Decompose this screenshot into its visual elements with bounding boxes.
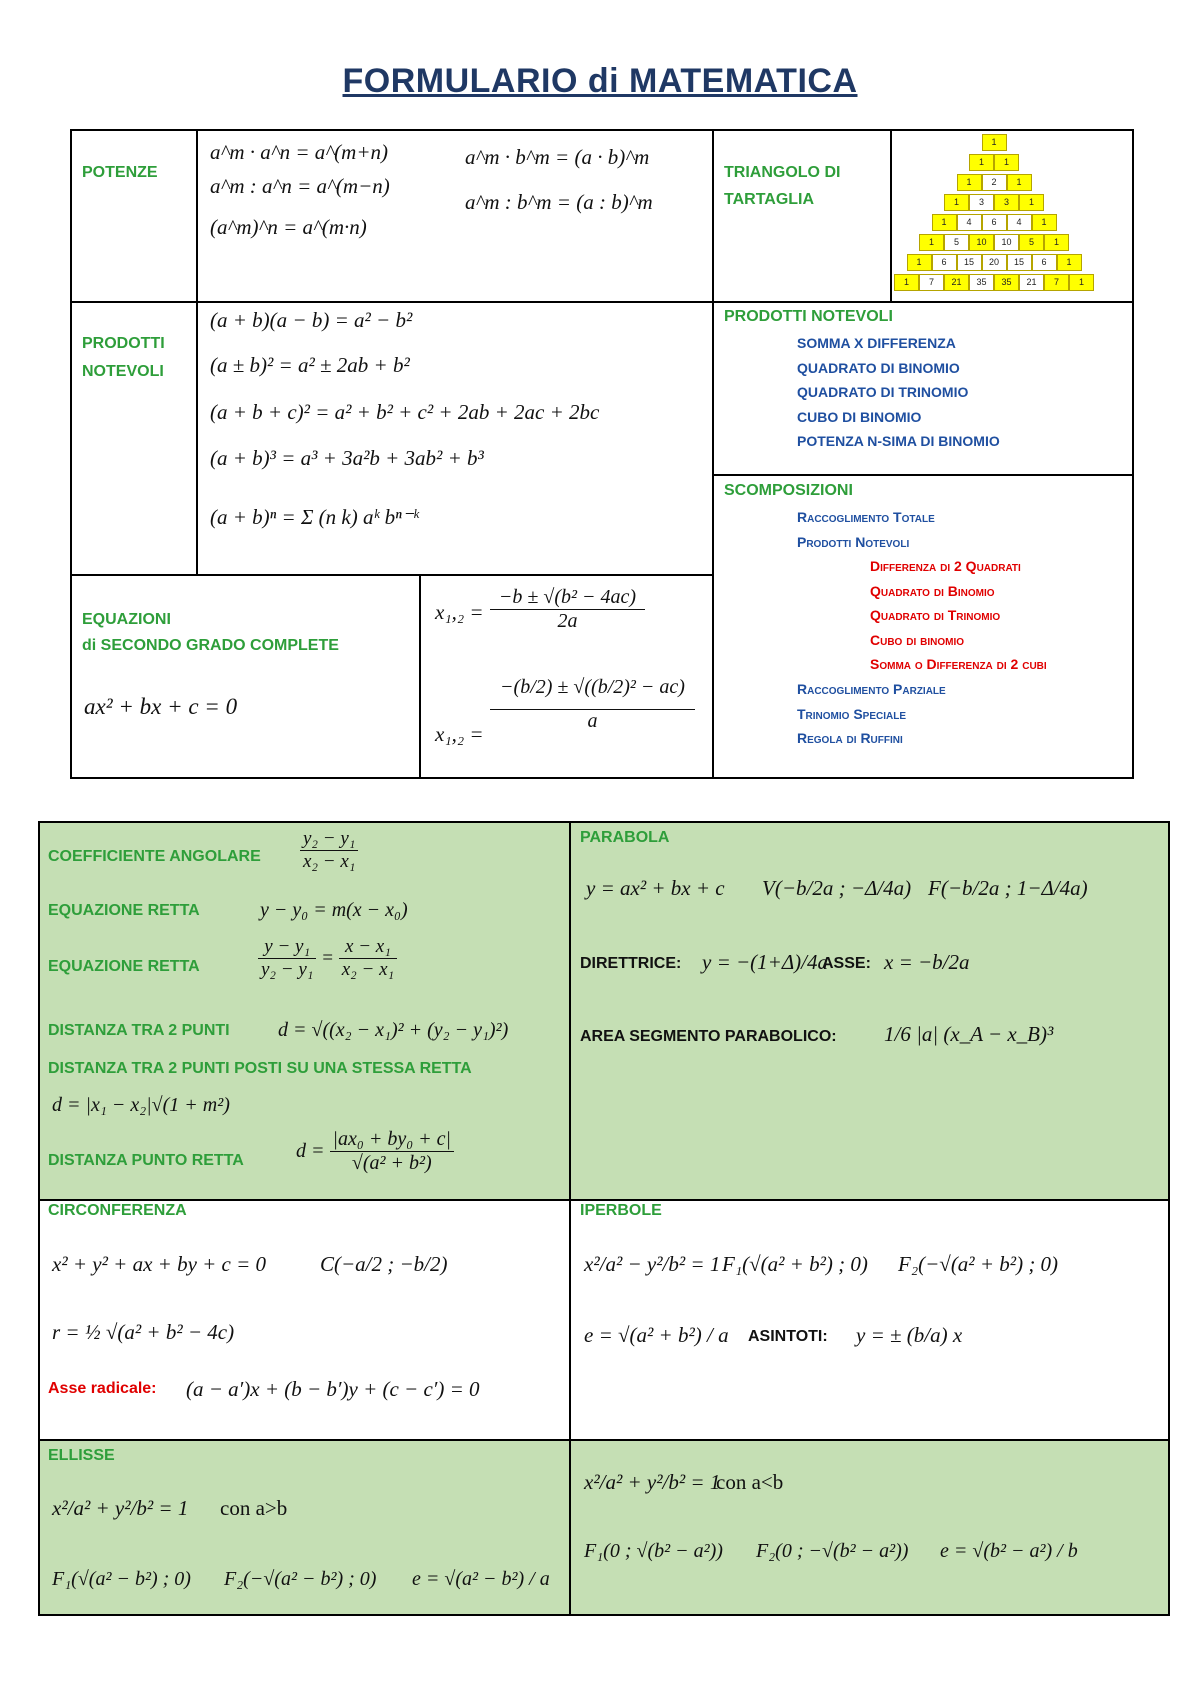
coeff-numerator: y₂ − y₁ bbox=[300, 828, 358, 851]
ellisse-f1: F₁(√(a² − b²) ; 0) bbox=[52, 1568, 191, 1590]
tartaglia-cell: 1 bbox=[969, 154, 994, 171]
tartaglia-cell: 3 bbox=[994, 194, 1019, 211]
tartaglia-cell: 21 bbox=[944, 274, 969, 291]
tartaglia-cell: 1 bbox=[1057, 254, 1082, 271]
dist2-label: DISTANZA TRA 2 PUNTI POSTI SU UNA STESSA RETTA bbox=[48, 1060, 472, 1077]
asse-radicale-label: Asse radicale: bbox=[48, 1380, 157, 1397]
prodotti-formula-4: (a + b)³ = a³ + 3a²b + 3ab² + b³ bbox=[210, 446, 484, 470]
scomposizioni-label: SCOMPOSIZIONI bbox=[724, 482, 853, 499]
tartaglia-cell: 6 bbox=[932, 254, 957, 271]
tartaglia-cell: 5 bbox=[1019, 234, 1044, 251]
page-title: FORMULARIO di MATEMATICA bbox=[342, 62, 858, 100]
dpr-label: DISTANZA PUNTO RETTA bbox=[48, 1152, 244, 1169]
dpr-denominator: √(a² + b²) bbox=[351, 1152, 432, 1174]
tartaglia-cell: 1 bbox=[894, 274, 919, 291]
tartaglia-cell: 1 bbox=[1044, 234, 1069, 251]
tartaglia-cell: 35 bbox=[994, 274, 1019, 291]
list-item: Raccoglimento Totale bbox=[797, 509, 935, 525]
prodotti-label: PRODOTTI NOTEVOLI bbox=[82, 335, 165, 380]
iperbole-equation: x²/a² − y²/b² = 1 bbox=[584, 1252, 721, 1276]
equazioni-label-2: di SECONDO GRADO COMPLETE bbox=[82, 637, 339, 654]
coeff-formula bbox=[300, 828, 358, 873]
dpr-formula bbox=[296, 1128, 454, 1175]
ellisse-f3: F₁(0 ; √(b² − a²)) bbox=[584, 1540, 723, 1562]
equazioni-equation: ax² + bx + c = 0 bbox=[84, 694, 238, 719]
tartaglia-label: TRIANGOLO DI TARTAGLIA bbox=[724, 164, 841, 208]
area-label: AREA SEGMENTO PARABOLICO: bbox=[580, 1028, 837, 1045]
tartaglia-cell: 1 bbox=[1069, 274, 1094, 291]
potenze-formula-3: (a^m)^n = a^(m·n) bbox=[210, 215, 367, 239]
ellisse-equation-2: x²/a² + y²/b² = 1 bbox=[584, 1470, 721, 1494]
tartaglia-cell: 1 bbox=[907, 254, 932, 271]
dist-formula: d = √((x₂ − x₁)² + (y₂ − y₁)²) bbox=[278, 1019, 509, 1041]
iperbole-f2: F₂(−√(a² + b²) ; 0) bbox=[898, 1252, 1059, 1276]
tartaglia-cell: 15 bbox=[957, 254, 982, 271]
prodotti-formula-3: (a + b + c)² = a² + b² + c² + 2ab + 2ac + 2bc bbox=[210, 400, 600, 424]
list-item: Trinomio Speciale bbox=[797, 705, 907, 722]
direttrice-label: DIRETTRICE: bbox=[580, 955, 682, 972]
parabola-label: PARABOLA bbox=[580, 829, 670, 846]
prodotti-formula-1: (a + b)(a − b) = a² − b² bbox=[210, 308, 413, 332]
parabola-vertex: V(−b/2a ; −Δ/4a) bbox=[762, 876, 912, 900]
scomposizioni-list-a bbox=[797, 505, 935, 554]
solution-1-numerator: −b ± √(b² − 4ac) bbox=[490, 586, 645, 610]
list-item: Cubo di binomio bbox=[870, 631, 964, 648]
coeff-label: COEFFICIENTE ANGOLARE bbox=[48, 848, 261, 865]
list-item: POTENZA N-SIMA DI BINOMIO bbox=[797, 433, 1000, 449]
x12-label-2: x₁,₂ = bbox=[435, 722, 484, 746]
tartaglia-cell: 1 bbox=[1007, 174, 1032, 191]
eq-retta-label-1: EQUAZIONE RETTA bbox=[48, 902, 200, 919]
tartaglia-cell: 5 bbox=[944, 234, 969, 251]
x12-label-1: x₁,₂ = bbox=[435, 600, 484, 624]
tartaglia-cell: 10 bbox=[969, 234, 994, 251]
tartaglia-cell: 35 bbox=[969, 274, 994, 291]
list-item: Raccoglimento Parziale bbox=[797, 681, 946, 697]
coeff-denominator: x₂ − x₁ bbox=[303, 851, 356, 872]
ellisse-e2: e = √(b² − a²) / b bbox=[940, 1540, 1078, 1562]
list-item: Quadrato di Trinomio bbox=[870, 607, 1001, 623]
dpr-numerator: |ax₀ + by₀ + c| bbox=[330, 1128, 455, 1152]
list-item: SOMMA X DIFFERENZA bbox=[797, 335, 956, 351]
list-item: CUBO DI BINOMIO bbox=[797, 408, 922, 425]
potenze-formula-1: a^m · a^n = a^(m+n) bbox=[210, 140, 388, 164]
tartaglia-cell: 1 bbox=[1032, 214, 1057, 231]
tartaglia-cell: 1 bbox=[919, 234, 944, 251]
ellisse-condition-1: con a>b bbox=[220, 1496, 288, 1520]
tartaglia-cell: 10 bbox=[994, 234, 1019, 251]
ellisse-f4: F₂(0 ; −√(b² − a²)) bbox=[756, 1540, 909, 1562]
list-item: QUADRATO DI BINOMIO bbox=[797, 359, 960, 376]
tartaglia-cell: 1 bbox=[944, 194, 969, 211]
iperbole-e: e = √(a² + b²) / a bbox=[584, 1323, 729, 1347]
potenze-label: POTENZE bbox=[82, 164, 158, 181]
eq-retta-label-2: EQUAZIONE RETTA bbox=[48, 958, 200, 975]
asse-label: ASSE: bbox=[822, 955, 871, 972]
eq2-left-num: y − y₁ bbox=[258, 936, 316, 959]
ellisse-condition-2: con a<b bbox=[716, 1470, 784, 1494]
direttrice-formula: y = −(1+Δ)/4a bbox=[702, 950, 828, 974]
dist2-formula: d = |x₁ − x₂|√(1 + m²) bbox=[52, 1094, 230, 1116]
tartaglia-cell: 20 bbox=[982, 254, 1007, 271]
list-item: Quadrato di Binomio bbox=[870, 582, 995, 599]
tartaglia-cell: 1 bbox=[957, 174, 982, 191]
ellisse-f2: F₂(−√(a² − b²) ; 0) bbox=[224, 1568, 377, 1590]
tartaglia-cell: 7 bbox=[919, 274, 944, 291]
tartaglia-cell: 1 bbox=[982, 134, 1007, 151]
prodotti-list-title: PRODOTTI NOTEVOLI bbox=[724, 308, 893, 325]
potenze-formula-4: a^m · b^m = (a · b)^m bbox=[465, 145, 650, 169]
iperbole-f1: F₁(√(a² + b²) ; 0) bbox=[722, 1252, 868, 1276]
solution-2-denominator: a bbox=[587, 710, 598, 732]
list-item: Somma o Differenza di 2 cubi bbox=[870, 656, 1047, 672]
ellisse-cell-right bbox=[570, 1440, 1168, 1614]
prodotti-formula-5: (a + b)ⁿ = Σ (n k) aᵏ bⁿ⁻ᵏ bbox=[210, 505, 419, 529]
asse-radicale-formula: (a − a′)x + (b − b′)y + (c − c′) = 0 bbox=[186, 1377, 480, 1401]
asintoti-formula: y = ± (b/a) x bbox=[856, 1323, 963, 1347]
tartaglia-cell: 21 bbox=[1019, 274, 1044, 291]
iperbole-label: IPERBOLE bbox=[580, 1202, 662, 1219]
solution-1 bbox=[490, 586, 645, 633]
tartaglia-cell: 4 bbox=[957, 214, 982, 231]
ellisse-e1: e = √(a² − b²) / a bbox=[412, 1568, 550, 1590]
circ-equation: x² + y² + ax + by + c = 0 bbox=[52, 1252, 267, 1276]
circ-radius: r = ½ √(a² + b² − 4c) bbox=[52, 1320, 235, 1344]
tartaglia-cell: 15 bbox=[1007, 254, 1032, 271]
eq2-left-den: y₂ − y₁ bbox=[261, 959, 314, 980]
tartaglia-cell: 1 bbox=[994, 154, 1019, 171]
circ-center: C(−a/2 ; −b/2) bbox=[320, 1252, 448, 1276]
list-item: Differenza di 2 Quadrati bbox=[870, 558, 1021, 574]
list-item: QUADRATO DI TRINOMIO bbox=[797, 384, 969, 400]
parabola-equation: y = ax² + bx + c bbox=[586, 876, 725, 900]
tartaglia-cell: 1 bbox=[1019, 194, 1044, 211]
eq-retta-2: $\frac{\text{y − y₁}}{\text{y₂ − y₁}}$ = $\frac{\text{x − x₁}}{\text{x₂ − x₁}}$ bbox=[258, 936, 397, 981]
potenze-formula-5: a^m : b^m = (a : b)^m bbox=[465, 190, 653, 214]
tartaglia-cell: 6 bbox=[982, 214, 1007, 231]
list-item: Regola di Ruffini bbox=[797, 730, 903, 746]
asintoti-label: ASINTOTI: bbox=[748, 1328, 828, 1345]
circ-label: CIRCONFERENZA bbox=[48, 1202, 187, 1219]
area-formula: 1/6 |a| (x_A − x_B)³ bbox=[884, 1022, 1054, 1046]
potenze-formula-2: a^m : a^n = a^(m−n) bbox=[210, 174, 390, 198]
prodotti-list bbox=[797, 331, 1000, 454]
list-item: Prodotti Notevoli bbox=[797, 533, 910, 550]
ellisse-equation-1: x²/a² + y²/b² = 1 bbox=[52, 1496, 189, 1520]
parabola-focus: F(−b/2a ; 1−Δ/4a) bbox=[928, 876, 1088, 900]
tartaglia-cell: 1 bbox=[932, 214, 957, 231]
eq2-right-num: x − x₁ bbox=[339, 936, 397, 959]
equazioni-label-1: EQUAZIONI bbox=[82, 611, 171, 628]
tartaglia-cell: 7 bbox=[1044, 274, 1069, 291]
eq-retta-1: y − y₀ = m(x − x₀) bbox=[260, 899, 408, 921]
prodotti-formula-2: (a ± b)² = a² ± 2ab + b² bbox=[210, 353, 410, 377]
solution-2-numerator: −(b/2) ± √((b/2)² − ac) bbox=[490, 676, 695, 710]
tartaglia-cell: 6 bbox=[1032, 254, 1057, 271]
dist-label: DISTANZA TRA 2 PUNTI bbox=[48, 1022, 230, 1039]
tartaglia-cell: 3 bbox=[969, 194, 994, 211]
dpr-lhs: d = bbox=[296, 1140, 325, 1162]
scomposizioni-list-red bbox=[870, 554, 1047, 677]
asse-formula: x = −b/2a bbox=[884, 950, 970, 974]
eq2-right-den: x₂ − x₁ bbox=[341, 959, 395, 980]
solution-2 bbox=[490, 676, 695, 733]
ellisse-label: ELLISSE bbox=[48, 1447, 115, 1464]
tartaglia-cell: 4 bbox=[1007, 214, 1032, 231]
solution-1-denominator: 2a bbox=[557, 610, 578, 632]
tartaglia-cell: 2 bbox=[982, 174, 1007, 191]
scomposizioni-list-b bbox=[797, 677, 946, 751]
